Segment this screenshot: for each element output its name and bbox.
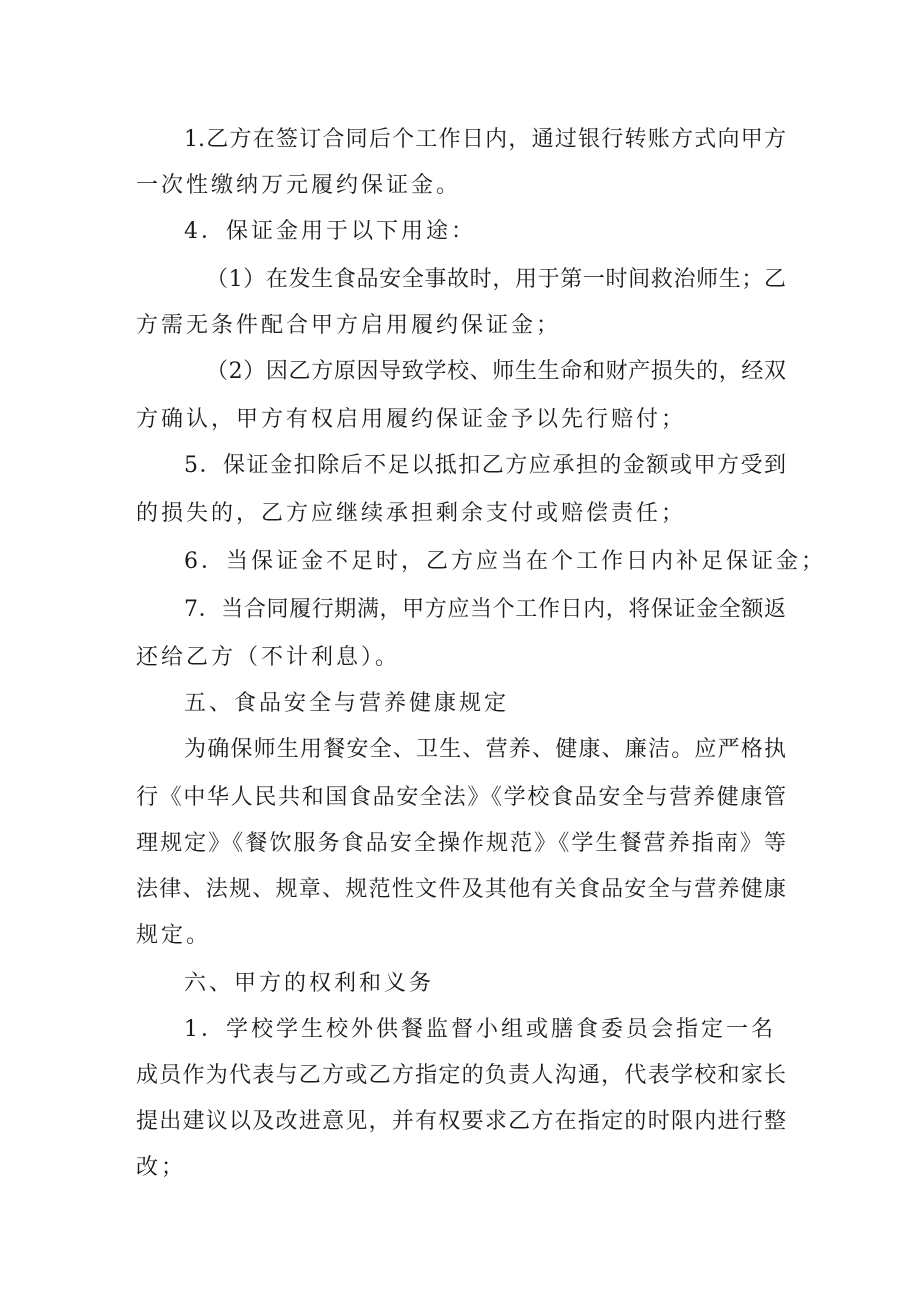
paragraph-line: 法律、法规、规章、规范性文件及其他有关食品安全与营养健康 [136,877,786,902]
paragraph-line: 的损失的，乙方应继续承担剩余支付或赔偿责任； [136,501,687,526]
paragraph-line: 还给乙方（不计利息）。 [136,645,401,670]
paragraph-line: 方需无条件配合甲方启用履约保证金； [136,313,562,338]
section-heading: 六、甲方的权利和义务 [184,971,435,996]
paragraph-line: 一次性缴纳万元履约保证金。 [136,173,462,198]
paragraph-line: 成员作为代表与乙方或乙方指定的负责人沟通，代表学校和家长 [136,1063,786,1088]
paragraph-line: 1.乙方在签订合同后个工作日内，通过银行转账方式向甲方 [184,127,786,152]
paragraph-line: 规定。 [136,923,212,948]
paragraph-line: 改； [136,1155,187,1180]
paragraph-line: 提出建议以及改进意见，并有权要求乙方在指定的时限内进行整 [136,1109,786,1134]
paragraph-line: 方确认，甲方有权启用履约保证金予以先行赔付； [136,407,687,432]
paragraph-line: 4．保证金用于以下用途： [184,219,476,244]
paragraph-line: 理规定》《餐饮服务食品安全操作规范》《学生餐营养指南》等 [136,831,786,856]
paragraph-line: 行《中华人民共和国食品安全法》《学校食品安全与营养健康管 [136,785,786,810]
paragraph-line: （1）在发生食品安全事故时，用于第一时间救治师生；乙 [206,267,786,292]
paragraph-line: （2）因乙方原因导致学校、师生生命和财产损失的，经双 [206,359,786,384]
paragraph-line: 为确保师生用餐安全、卫生、营养、健康、廉洁。应严格执 [184,737,786,762]
paragraph-line: 5．保证金扣除后不足以抵扣乙方应承担的金额或甲方受到 [184,453,786,478]
paragraph-line: 7．当合同履行期满，甲方应当个工作日内，将保证金全额返 [184,597,786,622]
paragraph-line: 1．学校学生校外供餐监督小组或膳食委员会指定一名 [184,1017,776,1042]
section-heading: 五、食品安全与营养健康规定 [184,691,510,716]
paragraph-line: 6．当保证金不足时，乙方应当在个工作日内补足保证金； [184,549,826,574]
